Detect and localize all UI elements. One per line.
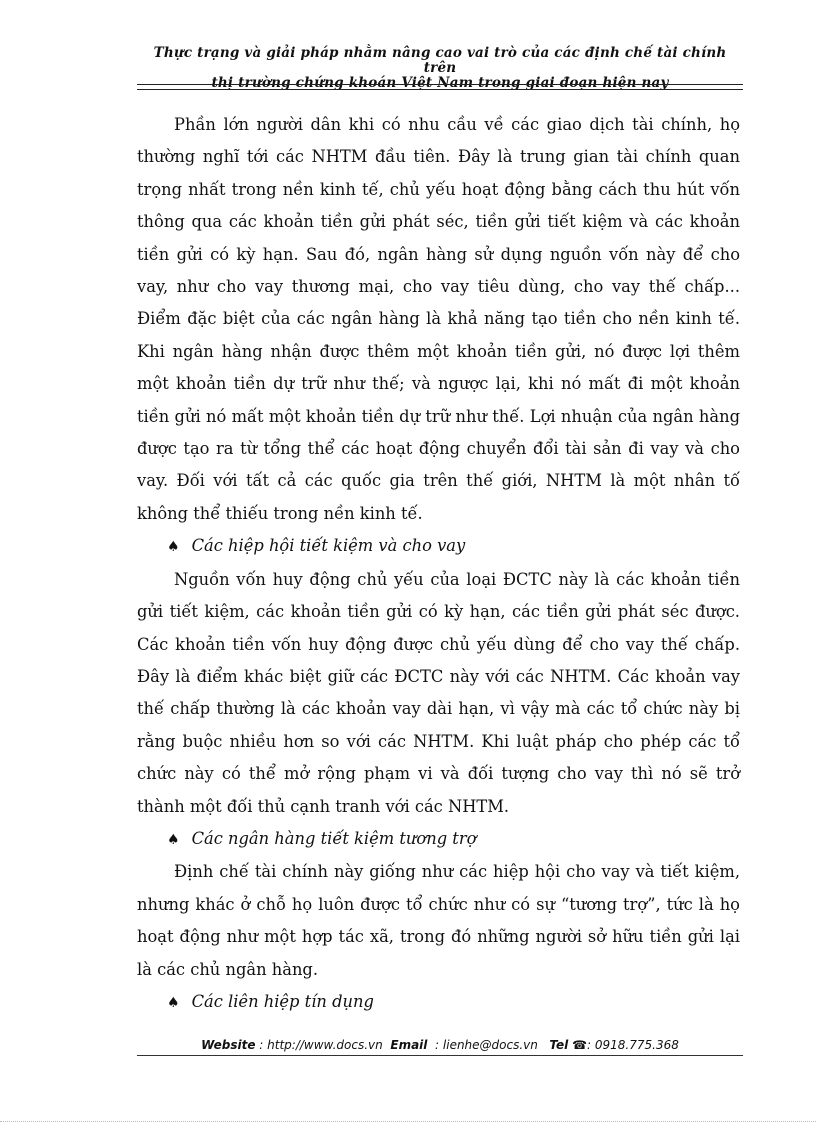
paragraph-mutual-savings: Định chế tài chính này giống như các hiệp hội cho vay và tiết kiệm, nhưng khác ở chỗ họ luôn được tổ chức như có sự “tương trợ”, tức là họ hoạt động như một hợp tác xã, trong đó những người sở hữu tiền gửi lại là các chủ ngân hàng. xyxy=(137,862,740,979)
bullet-heading-credit-unions xyxy=(137,986,740,1019)
page-footer xyxy=(137,1038,743,1052)
header-double-rule xyxy=(137,84,743,90)
bullet-heading-savings-loan xyxy=(137,530,740,563)
paragraph-savings-loan: Nguồn vốn huy động chủ yếu của loại ĐCTC này là các khoản tiền gửi tiết kiệm, các khoản tiền gửi có kỳ hạn, các tiền gửi phát séc được. Các khoản tiền vốn huy động được chủ yếu dùng để cho vay thế chấp. Đây là điểm khác biệt giữ các ĐCTC này với các NHTM. Các khoản vay thế chấp thường là các khoản vay dài hạn, vì vậy mà các tổ chức này bị rằng buộc nhiều hơn so với các NHTM. Khi luật pháp cho phép các tổ chức này có thể mở rộng phạm vi và đối tượng cho vay thì nó sẽ trở thành một đối thủ cạnh tranh với các NHTM. xyxy=(137,569,740,816)
bullet-heading-label: Các hiệp hội tiết kiệm và cho vay xyxy=(191,536,466,556)
footer-rule xyxy=(137,1055,743,1056)
footer-email-link[interactable]: : lienhe@docs.vn xyxy=(435,1038,538,1052)
footer-website-label: Website xyxy=(201,1038,256,1052)
body-content xyxy=(137,109,740,1019)
spade-bullet-icon: ♠ xyxy=(167,539,180,556)
header-title-line1: Thực trạng và giải pháp nhằm nâng cao vai trò của các định chế tài chính trên xyxy=(153,45,727,76)
footer-email-label: Email xyxy=(390,1038,428,1052)
phone-icon: ☎ xyxy=(572,1038,588,1052)
spade-bullet-icon: ♠ xyxy=(167,994,180,1011)
spade-bullet-icon: ♠ xyxy=(167,831,180,848)
bullet-heading-label: Các ngân hàng tiết kiệm tương trợ xyxy=(191,828,477,848)
footer-website-link[interactable]: : http://www.docs.vn xyxy=(259,1038,383,1052)
footer-tel-label: Tel xyxy=(549,1038,569,1052)
bullet-heading-mutual-savings xyxy=(137,823,740,856)
bullet-heading-label: Các liên hiệp tín dụng xyxy=(191,991,374,1011)
footer-tel-value: : 0918.775.368 xyxy=(587,1038,679,1052)
header-title-line2: thị trường chứng khoán Việt Nam trong giai đoạn hiện nay xyxy=(211,75,669,91)
page-bottom-dotted-border xyxy=(0,1121,816,1122)
paragraph-nhtm: Phần lớn người dân khi có nhu cầu về các giao dịch tài chính, họ thường nghĩ tới các NHTM đầu tiên. Đây là trung gian tài chính quan trọng nhất trong nền kinh tế, chủ yếu hoạt động bằng cách thu hút vốn thông qua các khoản tiền gửi phát séc, tiền gửi tiết kiệm và các khoản tiền gửi có kỳ hạn. Sau đó, ngân hàng sử dụng nguồn vốn này để cho vay, như cho vay thương mại, cho vay tiêu dùng, cho vay thế chấp... Điểm đặc biệt của các ngân hàng là khả năng tạo tiền cho nền kinh tế. Khi ngân hàng nhận được thêm một khoản tiền gửi, nó được lợi thêm một khoản tiền dự trữ như thế; và ngược lại, khi nó mất đi một khoản tiền gửi nó mất một khoản tiền dự trữ như thế. Lợi nhuận của ngân hàng được tạo ra từ tổng thể các hoạt động chuyển đổi tài sản đi vay và cho vay. Đối với tất cả các quốc gia trên thế giới, NHTM là một nhân tố không thể thiếu trong nền kinh tế. xyxy=(137,115,740,523)
